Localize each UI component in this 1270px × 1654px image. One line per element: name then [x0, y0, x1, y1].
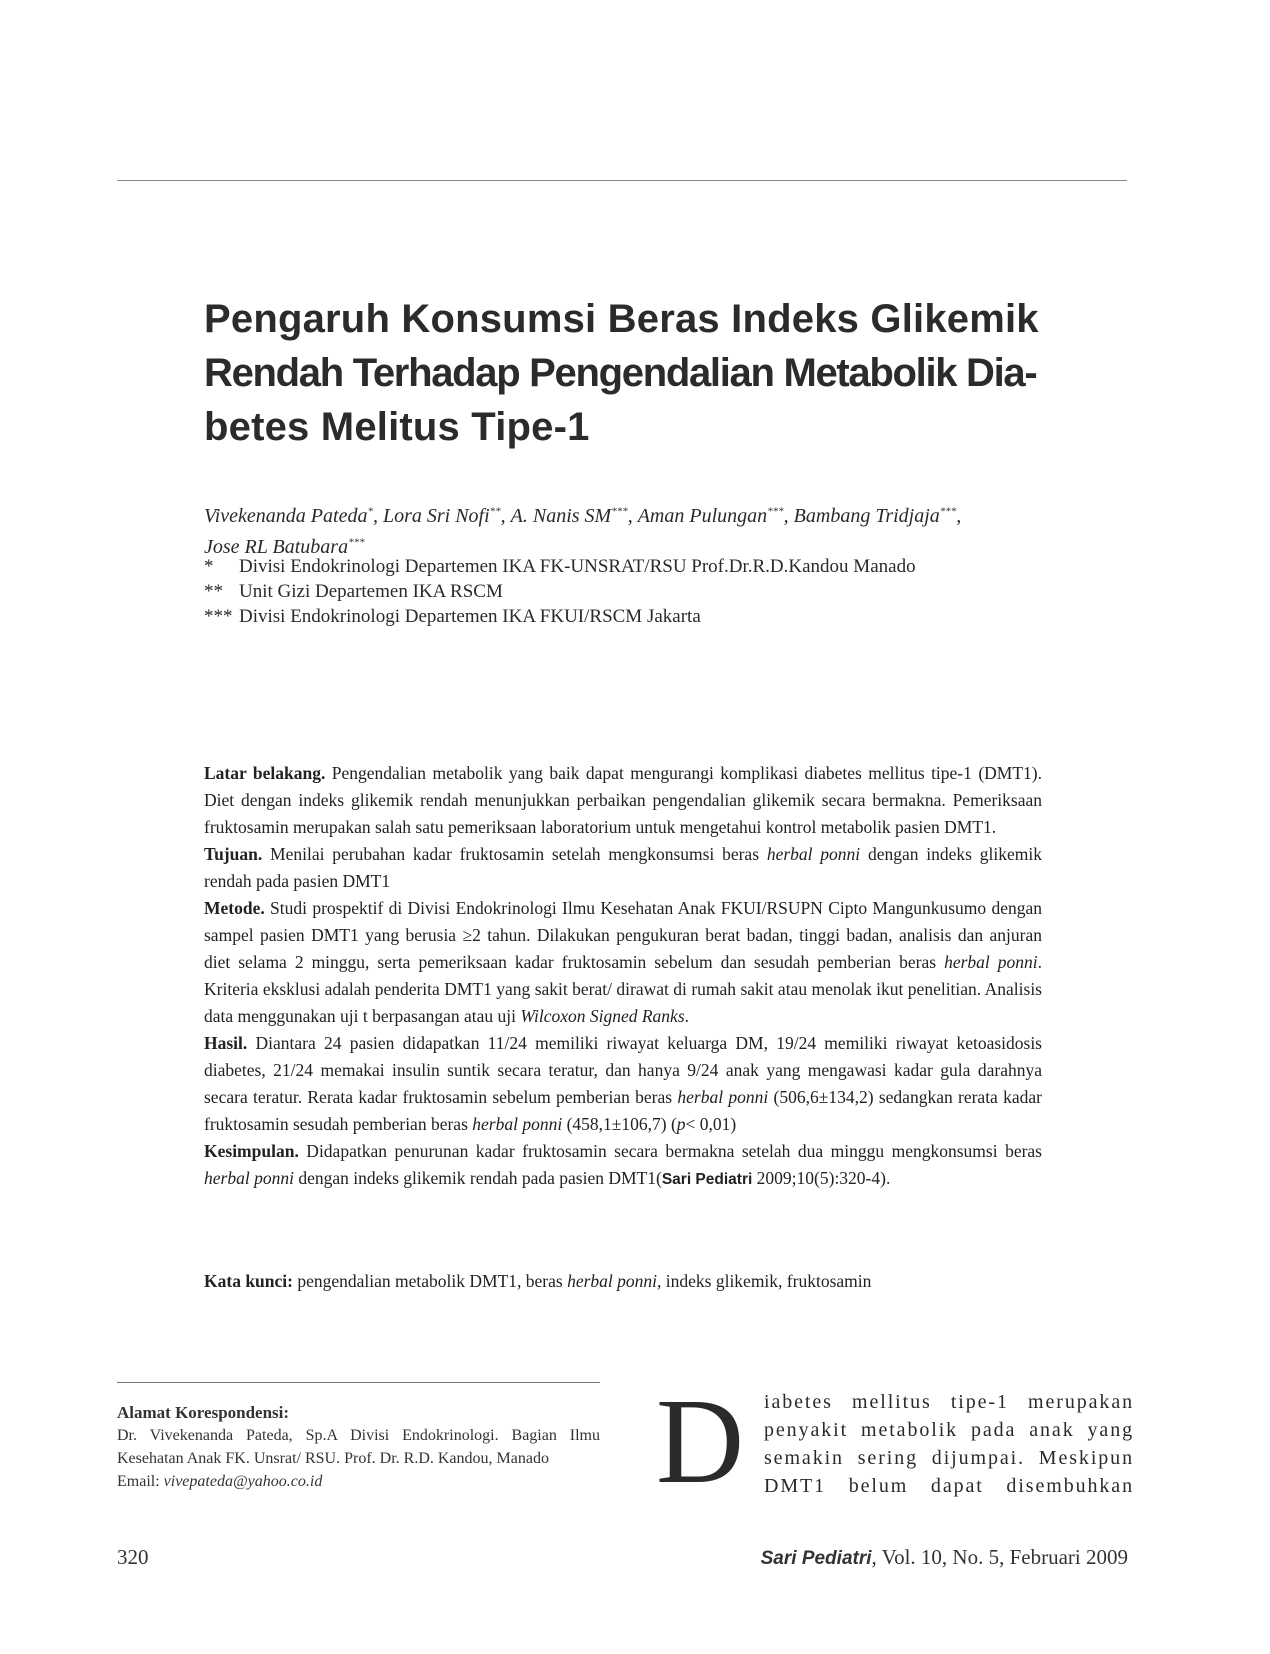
- correspondence-text: Dr. Vivekenanda Pateda, Sp.A Divisi Endokrinologi. Bagian Ilmu Kesehatan Anak FK. Unsrat/ RSU. Prof. Dr. R.D. Kandou, Manado: [117, 1427, 600, 1467]
- intro-paragraph: [656, 1374, 1134, 1509]
- affiliation: ** Unit Gizi Departemen IKA RSCM: [204, 581, 503, 602]
- author: A. Nanis SM***,: [510, 504, 638, 527]
- journal-citation: [761, 1545, 1128, 1570]
- abstract-results: Hasil. Diantara 24 pasien didapatkan 11/24 memiliki riwayat keluarga DM, 19/24 memiliki riwayat ketoasidosis diabetes, 21/24 memakai insulin suntik secara teratur, dan hanya 9/24 anak yang mengawasi kadar gula darahnya secara teratur. Rerata kadar fruktosamin sebelum pemberian beras herbal ponni (506,6±134,2) sedangkan rerata kadar fruktosamin sesudah pemberian beras herbal ponni (458,1±106,7) (p< 0,01): [204, 1033, 1042, 1134]
- title-line-1: Pengaruh Konsumsi Beras Indeks Glikemik: [204, 297, 1039, 341]
- email-link[interactable]: vivepateda@yahoo.co.id: [163, 1473, 323, 1490]
- author-list: [204, 498, 1084, 561]
- intro-line: semakin sering dijumpai. Meskipun: [764, 1447, 1134, 1469]
- correspondence: [117, 1401, 600, 1493]
- drop-cap: D: [656, 1374, 745, 1509]
- affiliation-list: [204, 554, 1104, 629]
- title-line-3: betes Melitus Tipe-1: [204, 405, 590, 449]
- journal-name: Sari Pediatri: [760, 1548, 872, 1569]
- abstract: [204, 760, 1042, 1193]
- author: Aman Pulungan***,: [637, 504, 794, 527]
- correspondence-email: Email: vivepateda@yahoo.co.id: [117, 1473, 323, 1490]
- page-number: 320: [117, 1545, 149, 1569]
- author: Jose RL Batubara***: [204, 536, 365, 559]
- abstract-background: Latar belakang. Pengendalian metabolik yang baik dapat mengurangi komplikasi diabetes mellitus tipe-1 (DMT1). Diet dengan indeks glikemik rendah menunjukkan perbaikan pengendalian glikemik secara bermakna. Pemeriksaan fruktosamin merupakan salah satu pemeriksaan laboratorium untuk mengetahui kontrol metabolik pasien DMT1.: [204, 763, 1042, 837]
- title-line-2: Rendah Terhadap Pengendalian Metabolik Dia-: [204, 351, 1037, 395]
- intro-line: iabetes mellitus tipe-1 merupakan: [764, 1391, 1134, 1413]
- affiliation: * Divisi Endokrinologi Departemen IKA FK-UNSRAT/RSU Prof.Dr.R.D.Kandou Manado: [204, 556, 916, 577]
- intro-line: penyakit metabolik pada anak yang: [764, 1419, 1134, 1441]
- author: Vivekenanda Pateda*,: [204, 504, 383, 527]
- keywords: Kata kunci: pengendalian metabolik DMT1, beras herbal ponni, indeks glikemik, fruktosamin: [204, 1271, 872, 1291]
- abstract-conclusion: Kesimpulan. Didapatkan penurunan kadar fruktosamin secara bermakna setelah dua minggu mengkonsumsi beras herbal ponni dengan indeks glikemik rendah pada pasien DMT1(Sari Pediatri 2009;10(5):320-4).: [204, 1141, 1042, 1188]
- abstract-methods: Metode. Studi prospektif di Divisi Endokrinologi Ilmu Kesehatan Anak FKUI/RSUPN Cipto Mangunkusumo dengan sampel pasien DMT1 yang berusia ≥2 tahun. Dilakukan pengukuran berat badan, tinggi badan, analisis dan anjuran diet selama 2 minggu, serta pemeriksaan kadar fruktosamin sebelum dan sesudah pemberian beras herbal ponni. Kriteria eksklusi adalah penderita DMT1 yang sakit berat/ dirawat di rumah sakit atau menolak ikut penelitian. Analisis data menggunakan uji t berpasangan atau uji Wilcoxon Signed Ranks.: [204, 898, 1043, 1026]
- author: Lora Sri Nofi**,: [382, 504, 511, 527]
- journal-issue: , Vol. 10, No. 5, Februari 2009: [871, 1545, 1128, 1569]
- footnote-rule: [117, 1382, 600, 1383]
- article-title: [204, 292, 1064, 454]
- intro-line: DMT1 belum dapat disembuhkan: [764, 1475, 1134, 1497]
- author: Bambang Tridjaja***,: [793, 504, 962, 527]
- correspondence-heading: Alamat Korespondensi:: [117, 1403, 290, 1422]
- header-rule: [117, 180, 1127, 181]
- affiliation: *** Divisi Endokrinologi Departemen IKA FKUI/RSCM Jakarta: [204, 606, 701, 627]
- abstract-objective: Tujuan. Menilai perubahan kadar fruktosamin setelah mengkonsumsi beras herbal ponni dengan indeks glikemik rendah pada pasien DMT1: [204, 844, 1042, 891]
